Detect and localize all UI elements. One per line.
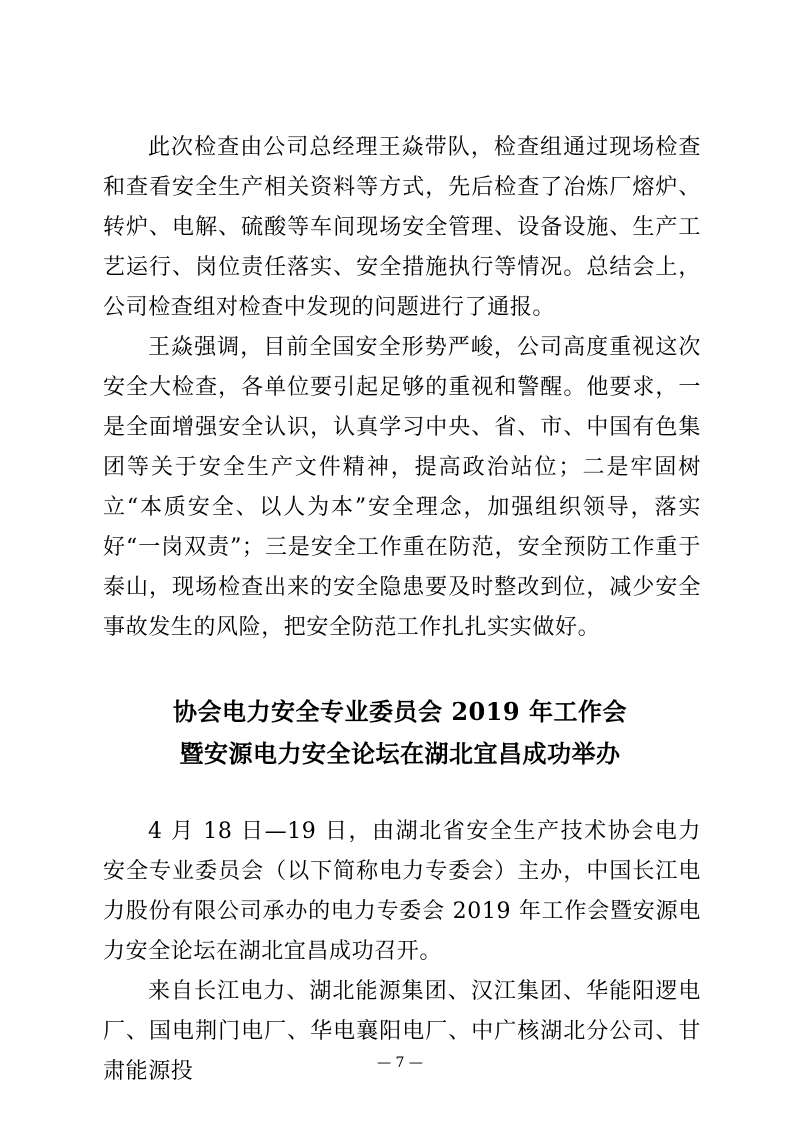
paragraph: 4 月 18 日—19 日，由湖北省安全生产技术协会电力安全专业委员会（以下简称电力专委会）主办，中国长江电力股份有限公司承办的电力专委会 2019 年工作会暨安源电力安全论坛在湖北宜昌成功召开。 xyxy=(103,819,701,964)
paragraph: 王焱强调，目前全国安全形势严峻，公司高度重视这次安全大检查，各单位要引起足够的重视和警醒。他要求，一是全面增强安全认识，认真学习中央、省、市、中国有色集团等关于安全生产文件精神，提高政治站位；二是牢固树立“本质安全、以人为本”安全理念，加强组织领导，落实好“一岗双责”；三是安全工作重在防范，安全预防工作重于泰山，现场检查出来的安全隐患要及时整改到位，减少安全事故发生的风险，把安全防范工作扎扎实实做好。 xyxy=(103,335,701,640)
article-title-line-1: 协会电力安全专业委员会 2019 年工作会 xyxy=(172,697,627,726)
paragraph: 此次检查由公司总经理王焱带队，检查组通过现场检查和查看安全生产相关资料等方式，先后检查了冶炼厂熔炉、转炉、电解、硫酸等车间现场安全管理、设备设施、生产工艺运行、岗位责任落实、安全措施执行等情况。总结会上，公司检查组对检查中发现的问题进行了通报。 xyxy=(103,135,701,320)
article-body-1 xyxy=(103,128,701,648)
paragraph: 来自长江电力、湖北能源集团、汉江集团、华能阳逻电厂、国电荆门电厂、华电襄阳电厂、中广核湖北分公司、甘肃能源投 xyxy=(103,979,701,1084)
article-body-2 xyxy=(103,812,701,1092)
article-title-line-2: 暨安源电力安全论坛在湖北宜昌成功举办 xyxy=(179,739,621,768)
page-number: — 7 — xyxy=(377,1055,423,1071)
